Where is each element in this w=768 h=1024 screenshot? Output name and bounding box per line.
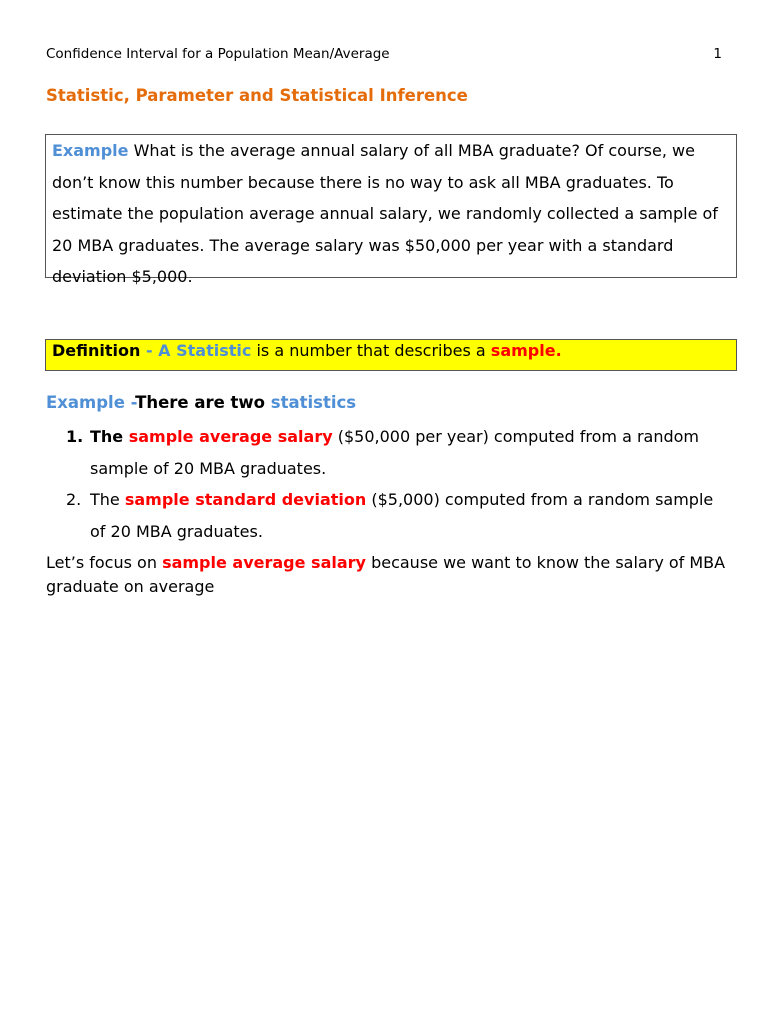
definition-highlight: A Statistic bbox=[158, 341, 252, 360]
list-item bbox=[66, 484, 726, 547]
example-text: What is the average annual salary of all MBA graduate? Of course, we don’t know this number because there is no way to ask all MBA graduates. To estimate the population average annual salary, we randomly collected a sample of 20 MBA graduates. The average salary was $50,000 per year with a standard deviation $5,000. bbox=[52, 141, 718, 286]
list-number: 1. bbox=[66, 427, 84, 446]
list-rest: ($50,000 per year) computed from a random sample of 20 MBA graduates. bbox=[90, 427, 700, 478]
list-rest: ($5,000) computed from a random sample of 20 MBA graduates. bbox=[90, 490, 714, 541]
statistics-list bbox=[66, 421, 726, 547]
example-label: Example bbox=[52, 141, 129, 160]
definition-box bbox=[45, 339, 737, 371]
list-number: 2. bbox=[66, 490, 82, 509]
definition-term: Definition bbox=[52, 341, 141, 360]
example2-keyword: statistics bbox=[270, 393, 357, 412]
list-item bbox=[66, 421, 726, 484]
example2-lead: Example - bbox=[46, 393, 136, 412]
list-the: The bbox=[90, 490, 125, 509]
definition-dash: - bbox=[140, 341, 159, 360]
page-number: 1 bbox=[713, 46, 722, 62]
list-the: The bbox=[90, 427, 129, 446]
focus-before: Let’s focus on bbox=[46, 553, 163, 572]
focus-emphasis: sample average salary bbox=[162, 553, 366, 572]
focus-paragraph bbox=[46, 551, 726, 599]
example2-heading bbox=[46, 393, 356, 412]
running-title: Confidence Interval for a Population Mean/Average bbox=[46, 46, 390, 62]
definition-middle: is a number that describes a bbox=[251, 341, 491, 360]
list-emphasis: sample average salary bbox=[128, 427, 333, 446]
definition-key: sample. bbox=[490, 341, 562, 360]
example2-text: There are two bbox=[135, 393, 271, 412]
example-box bbox=[45, 134, 737, 286]
list-emphasis: sample standard deviation bbox=[124, 490, 367, 509]
focus-after: because we want to know the salary of MBA graduate on average bbox=[46, 553, 726, 596]
section-title: Statistic, Parameter and Statistical Inference bbox=[46, 86, 468, 105]
page-header bbox=[46, 46, 722, 62]
